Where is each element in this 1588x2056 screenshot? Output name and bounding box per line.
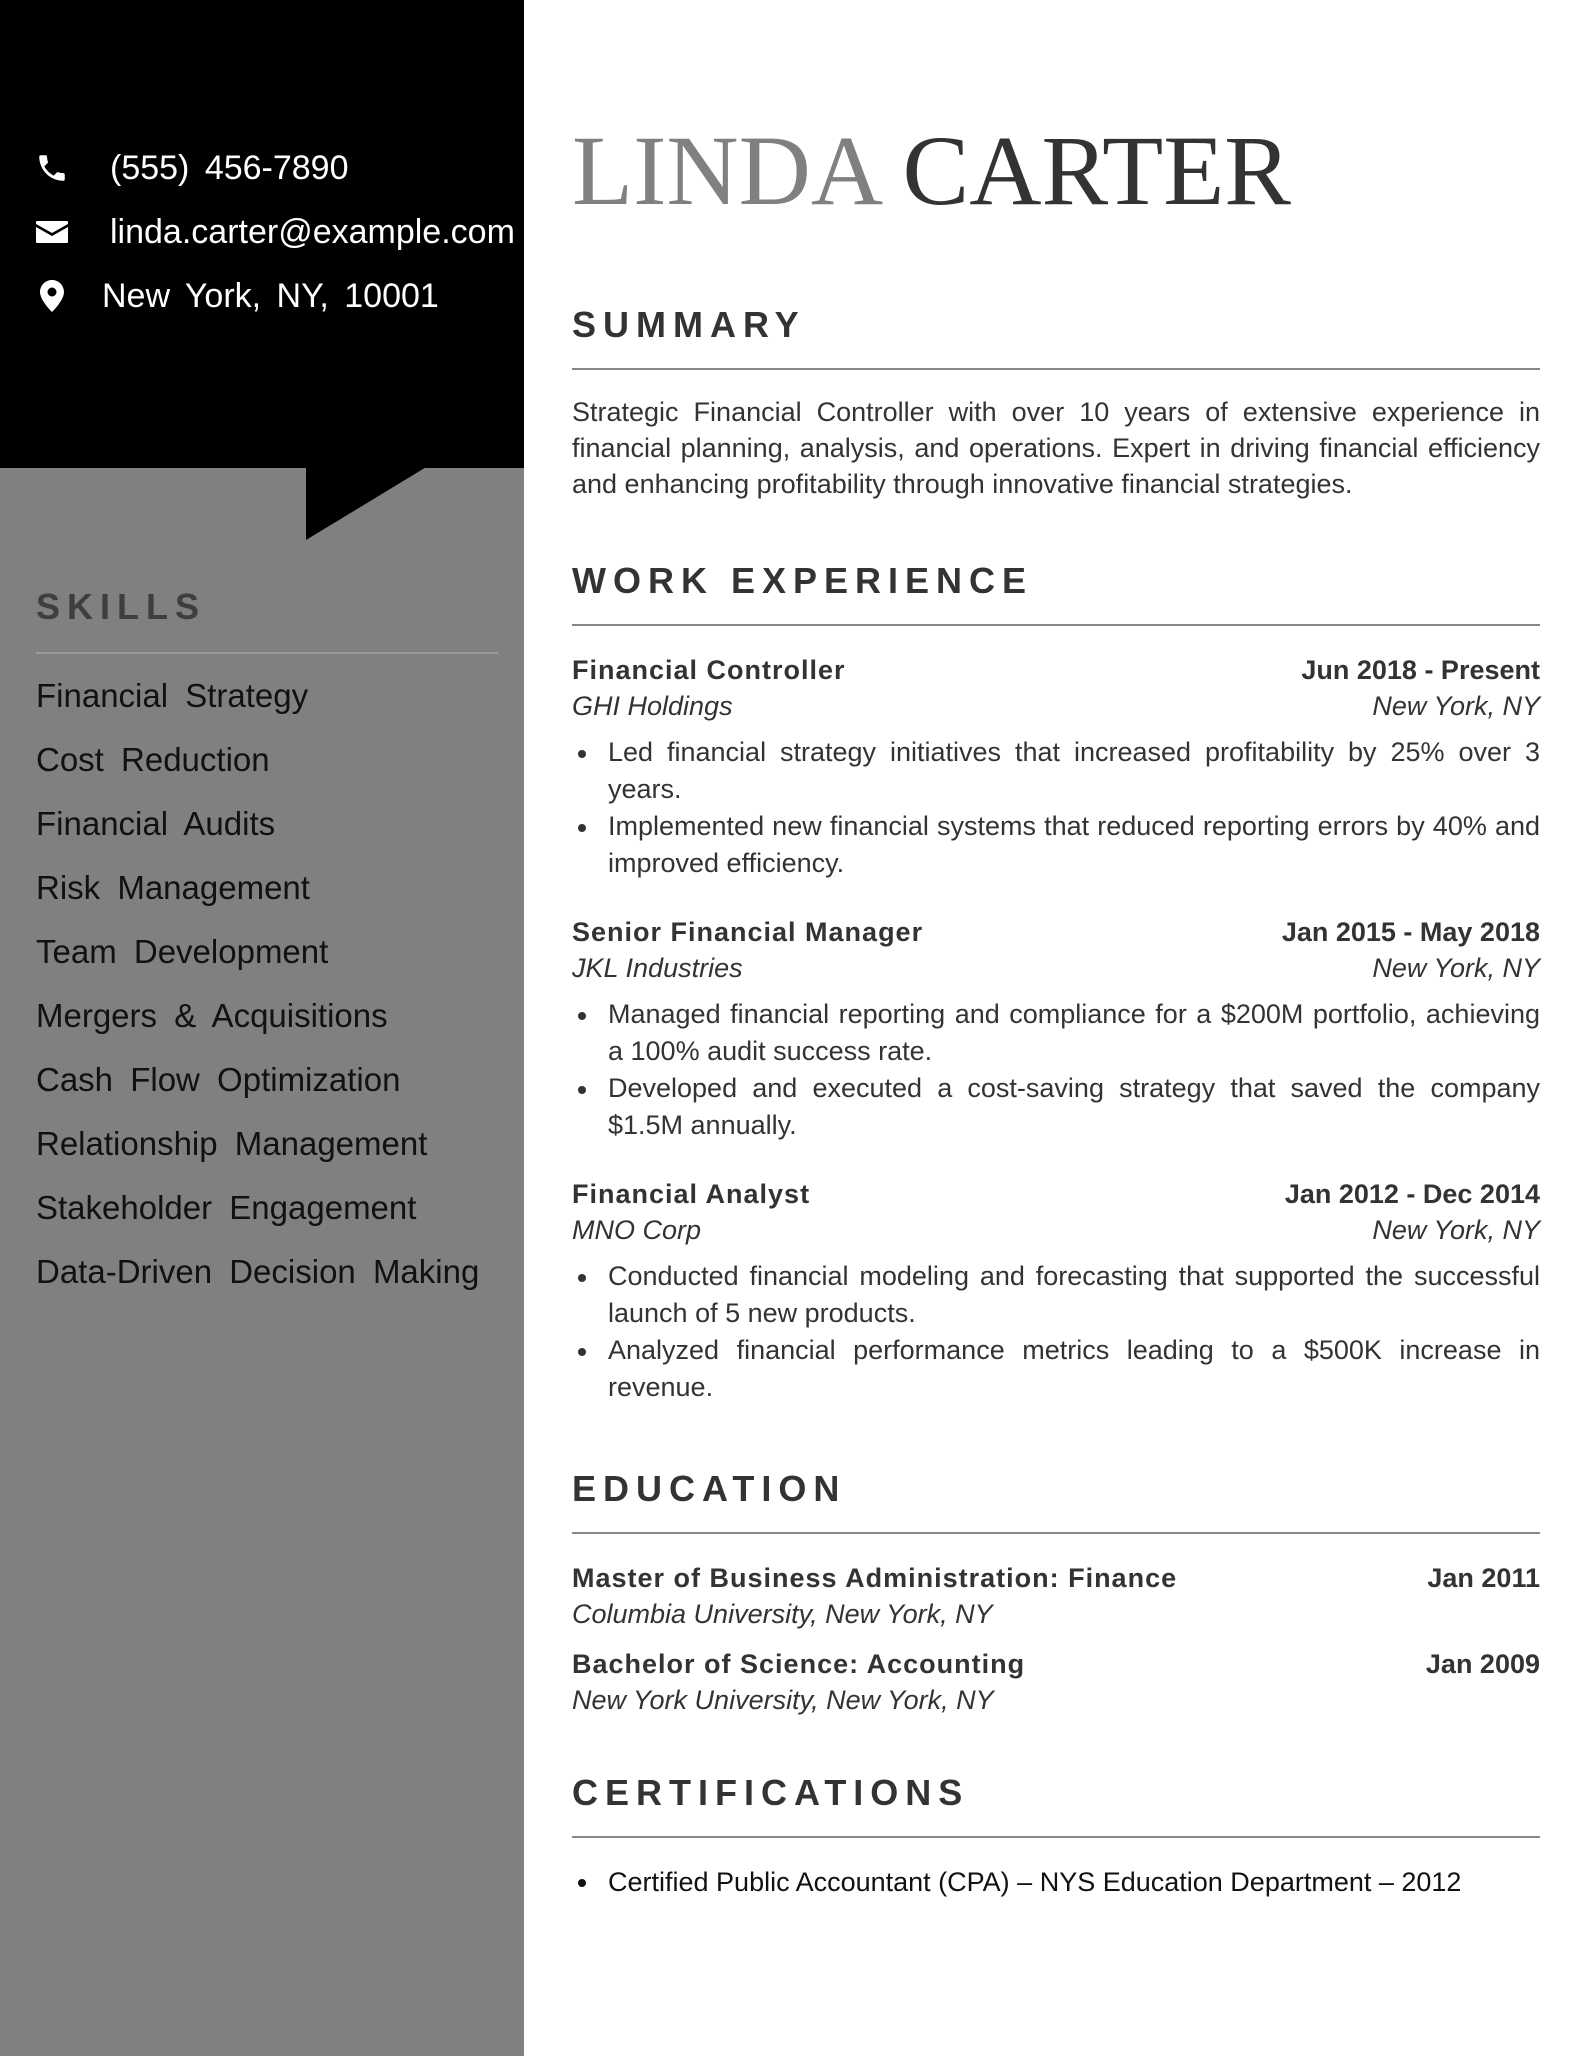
job-company: MNO Corp (572, 1215, 702, 1245)
job-bullet: Implemented new financial systems that reduced reporting errors by 40% and improved efficiency. (572, 808, 1540, 882)
job-bullet: Led financial strategy initiatives that increased profitability by 25% over 3 years. (572, 734, 1540, 808)
education-date: Jan 2011 (1427, 1563, 1540, 1593)
job-location: New York, NY (1372, 953, 1540, 983)
certification-item: Certified Public Accountant (CPA) – NYS Education Department – 2012 (572, 1864, 1540, 1900)
skill-item: Cash Flow Optimization (36, 1061, 401, 1098)
skill-item: Stakeholder Engagement (36, 1189, 417, 1226)
contact-email (34, 200, 524, 264)
job-location: New York, NY (1372, 691, 1540, 721)
job-dates: Jan 2012 - Dec 2014 (1284, 1179, 1540, 1209)
contact-notch-decoration (306, 466, 428, 540)
job-bullets (572, 996, 1540, 1144)
candidate-name (572, 116, 1291, 226)
first-name: LINDA (572, 115, 878, 226)
contact-location (34, 264, 524, 328)
skill-item: Cost Reduction (36, 741, 270, 778)
email-text: linda.carter@example.com (110, 212, 515, 251)
education-entry (572, 1560, 1540, 1632)
skill-item: Financial Audits (36, 805, 276, 842)
skill-item: Risk Management (36, 869, 310, 906)
job-title: Financial Analyst (572, 1179, 811, 1209)
phone-text: (555) 456-7890 (110, 148, 349, 187)
skill-item: Mergers & Acquisitions (36, 997, 388, 1034)
job-dates: Jan 2015 - May 2018 (1281, 917, 1540, 947)
job-location: New York, NY (1372, 1215, 1540, 1245)
job-bullet: Analyzed financial performance metrics leading to a $500K increase in revenue. (572, 1332, 1540, 1406)
education-entry (572, 1646, 1540, 1718)
job-title: Senior Financial Manager (572, 917, 924, 947)
certifications-title: CERTIFICATIONS (572, 1772, 970, 1813)
job-entry (572, 914, 1540, 1144)
location-text: New York, NY, 10001 (102, 276, 439, 315)
summary-title: SUMMARY (572, 304, 806, 345)
job-company: JKL Industries (572, 953, 743, 983)
skill-item: Team Development (36, 933, 329, 970)
education-title: EDUCATION (572, 1468, 847, 1509)
summary-text: Strategic Financial Controller with over 10 years of extensive experience in financial planning, analysis, and operations. Expert in driving financial efficiency and enhancing profitability through innovative financial strategies. (572, 397, 1540, 499)
job-dates: Jun 2018 - Present (1301, 655, 1540, 685)
contact-phone (34, 136, 524, 200)
education-school: Columbia University, New York, NY (572, 1599, 993, 1629)
skill-item: Financial Strategy (36, 677, 309, 714)
job-bullets (572, 1258, 1540, 1406)
job-bullet: Developed and executed a cost-saving strategy that saved the company $1.5M annually. (572, 1070, 1540, 1144)
skills-list (36, 664, 498, 1304)
sidebar (0, 0, 524, 2056)
job-title: Financial Controller (572, 655, 846, 685)
job-company: GHI Holdings (572, 691, 733, 721)
certifications-list (572, 1864, 1540, 1900)
job-entry (572, 652, 1540, 882)
contact-list (34, 136, 524, 328)
summary-divider (572, 368, 1540, 370)
skills-title: SKILLS (36, 586, 207, 627)
map-pin-icon (34, 278, 70, 314)
experience-divider (572, 624, 1540, 626)
skills-section (36, 586, 498, 1304)
phone-icon (34, 150, 70, 186)
job-bullet: Managed financial reporting and compliance for a $200M portfolio, achieving a 100% audit success rate. (572, 996, 1540, 1070)
skill-item: Data-Driven Decision Making (36, 1253, 480, 1290)
job-bullet: Conducted financial modeling and forecasting that supported the successful launch of 5 new products. (572, 1258, 1540, 1332)
skill-item: Relationship Management (36, 1125, 428, 1162)
education-degree: Master of Business Administration: Finance (572, 1563, 1178, 1593)
job-bullets (572, 734, 1540, 882)
experience-title: WORK EXPERIENCE (572, 560, 1034, 601)
envelope-icon (34, 214, 70, 250)
job-entry (572, 1176, 1540, 1406)
skills-divider (36, 652, 498, 654)
last-name: CARTER (902, 115, 1292, 226)
education-degree: Bachelor of Science: Accounting (572, 1649, 1026, 1679)
certifications-divider (572, 1836, 1540, 1838)
education-school: New York University, New York, NY (572, 1685, 994, 1715)
education-divider (572, 1532, 1540, 1534)
contact-block (0, 0, 524, 468)
education-date: Jan 2009 (1425, 1649, 1540, 1679)
